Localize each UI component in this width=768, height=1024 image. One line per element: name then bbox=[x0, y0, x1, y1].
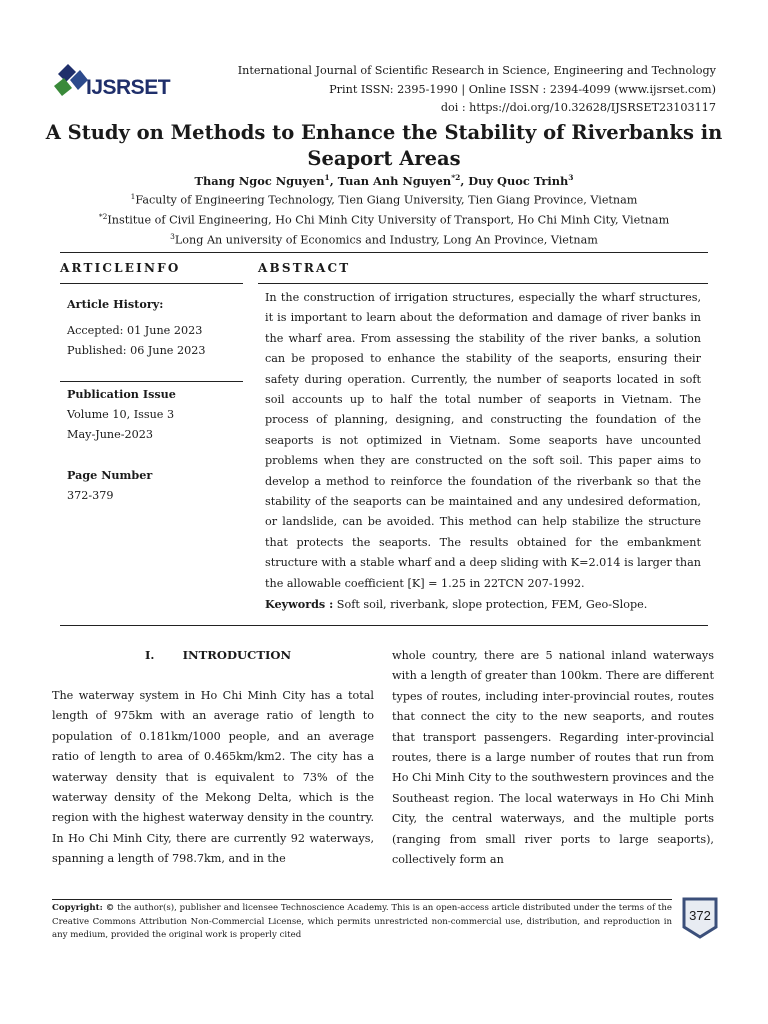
page-range: 372-379 bbox=[67, 488, 114, 502]
publication-issue-label: Publication Issue bbox=[67, 387, 176, 401]
page-number-label: Page Number bbox=[67, 468, 153, 482]
keywords-list: Soft soil, riverbank, slope protection, FEM, Geo-Slope. bbox=[336, 598, 648, 611]
intro-right-column: whole country, there are 5 national inland waterways with a length of greater than 100km. There are different types of routes, including inter-provincial routes, routes that connect the city to the new seaports, and routes that transport passengers. Regarding inter-provincial routes, there is a large number of routes that run from Ho Chi Minh City to the southwestern provinces and the Southeast region. The local waterways in Ho Chi Minh City, the central waterways, and the multiple ports (ranging from small river ports to large seaports), collectively form an bbox=[392, 649, 714, 867]
abstract-heading: ABSTRACT bbox=[258, 261, 351, 275]
copyright-notice bbox=[52, 902, 672, 943]
intro-number: I. bbox=[145, 648, 155, 662]
author-3-sup: 3 bbox=[568, 173, 574, 182]
author-1: Thang Ngoc Nguyen bbox=[194, 173, 325, 188]
issn-line: Print ISSN: 2395-1990 | Online ISSN : 2394-4099 (www.ijsrset.com) bbox=[329, 82, 716, 96]
published-date: Published: 06 June 2023 bbox=[67, 344, 206, 357]
author-2: Tuan Anh Nguyen bbox=[337, 173, 452, 188]
article-info-heading: ARTICLEINFO bbox=[60, 261, 181, 275]
history-divider bbox=[60, 381, 243, 382]
affiliation-2: $^{*2}$Institue of Civil Engineering, Ho Chi Minh City University of Transport, Ho Chi Minh City, Vietnam bbox=[98, 212, 670, 227]
page-number: 372 bbox=[689, 908, 711, 923]
volume-issue: Volume 10, Issue 3 bbox=[67, 407, 175, 421]
abstract-divider bbox=[258, 283, 708, 284]
author-2-sup: *2 bbox=[451, 173, 461, 182]
logo-text: IJSRSET bbox=[86, 76, 171, 99]
title-line-2: Seaport Areas bbox=[307, 147, 461, 170]
abstract-text: In the construction of irrigation structures, especially the wharf structures, it is important to learn about the deformation and damage of river banks in the wharf area. From assessing the stability of the river banks, a solution can be proposed to enhance the stability of the seaports, ensuring their safety during operation. Currently, the number of seaports located in soft soil accounts up to half the total number of seaports in Vietnam. The process of planning, designing, and constructing the foundation of the seaports is not optimized in Vietnam. Some seaports have uncounted problems when they are constructed on the soft soil. This paper aims to develop a method to reinforce the foundation of the riverbank so that the stability of the seaports can be maintained and any undesired deformation, or landslide, can be avoided. This method can help stabilize the structure that protects the seaports. The results obtained for the embankment structure with a stable wharf and a deep sliding with K=2.014 is larger than the allowable coefficient [K] = 1.25 in 22TCN 207-1992. bbox=[265, 291, 701, 590]
doi-line: doi : https://doi.org/10.32628/IJSRSET23103117 bbox=[440, 101, 716, 114]
abstract-bottom-divider bbox=[60, 625, 708, 626]
journal-logo bbox=[52, 60, 177, 104]
copyright-label: Copyright: © bbox=[52, 903, 115, 913]
article-info-divider bbox=[60, 283, 243, 284]
header-divider bbox=[60, 252, 708, 253]
journal-header bbox=[238, 62, 716, 118]
article-history bbox=[67, 294, 205, 362]
author-list: Thang Ngoc Nguyen$^1$, Tuan Anh Nguyen$^{*2}$, Duy Quoc Trinh$^3$ bbox=[194, 173, 574, 188]
keywords-label: Keywords : bbox=[265, 597, 334, 611]
article-history-label: Article History: bbox=[67, 297, 164, 311]
intro-title: INTRODUCTION bbox=[182, 648, 292, 662]
accepted-date: Accepted: 01 June 2023 bbox=[67, 323, 203, 337]
author-1-sup: 1 bbox=[324, 173, 330, 182]
keywords-line bbox=[265, 597, 701, 611]
copyright-text: the author(s), publisher and licensee Technoscience Academy. This is an open-access article distributed under the terms of the Creative Commons Attribution Non-Commercial License, which permits unrestricted non-commercial use, distribution, and reproduction in any medium, provided the original work is properly cited bbox=[52, 903, 672, 940]
intro-heading bbox=[145, 648, 291, 662]
page-number-badge bbox=[681, 896, 719, 940]
journal-name: International Journal of Scientific Research in Science, Engineering and Technology bbox=[237, 64, 716, 77]
title-line-1: A Study on Methods to Enhance the Stability of Riverbanks in bbox=[45, 121, 723, 144]
affiliation-1: $^1$Faculty of Engineering Technology, Tien Giang University, Tien Giang Province, Vietnam bbox=[130, 192, 638, 207]
paper-title bbox=[40, 120, 728, 172]
affiliation-3: $^3$Long An university of Economics and Industry, Long An Province, Vietnam bbox=[170, 232, 598, 247]
intro-left-column: The waterway system in Ho Chi Minh City has a total length of 975km with an average ratio of length to population of 0.181km/1000 people, and an average ratio of length to area of 0.465km/km2. The city has a waterway density that is equivalent to 73% of the waterway density of the Mekong Delta, which is the region with the highest waterway density in the country. In Ho Chi Minh City, there are currently 92 waterways, spanning a length of 798.7km, and in the bbox=[52, 689, 374, 866]
publication-issue bbox=[67, 384, 176, 446]
page-number-block bbox=[67, 465, 152, 506]
issue-months: May-June-2023 bbox=[67, 428, 153, 441]
author-3: Duy Quoc Trinh bbox=[468, 173, 569, 188]
footer-divider bbox=[52, 899, 672, 900]
